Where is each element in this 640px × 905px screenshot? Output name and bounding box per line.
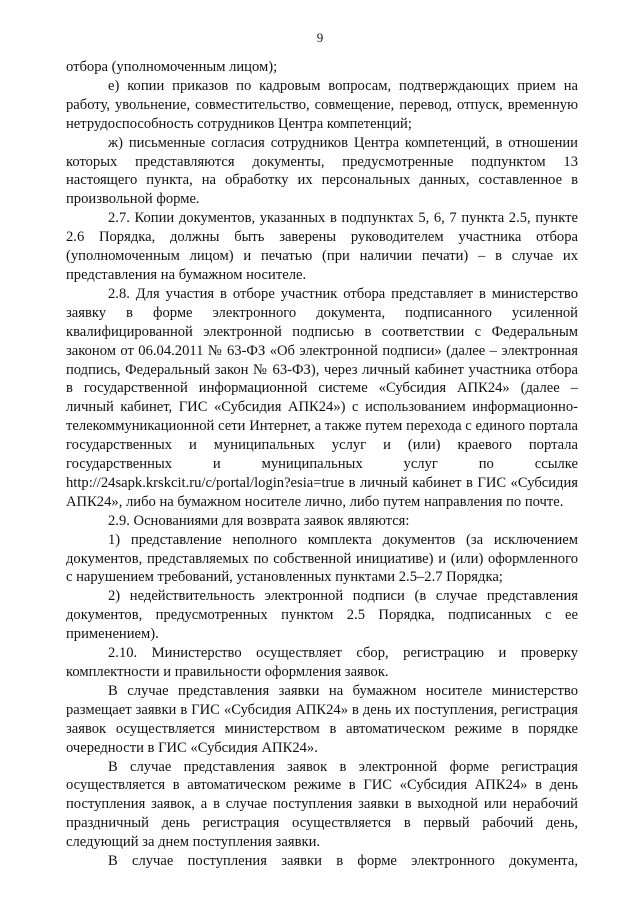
paragraph: 2) недействительность электронной подписи (в случае представления документов, предусмотренных пунктом 2.5 Порядка, подписанных с ее применением). (66, 588, 578, 643)
paragraph: В случае поступления заявки в форме электронного документа, (108, 853, 578, 870)
paragraph: В случае представления заявок в электронной форме регистрация осуществляется в автоматическом режиме в ГИС «Субсидия АПК24» в день поступления заявок, а в случае поступления заявки в выходной или нерабочий праздничный день регистрация осуществляется в первый рабочий день, следующий за днем поступления заявки. (66, 758, 578, 851)
paragraph: ж) письменные согласия сотрудников Центра компетенций, в отношении которых представляются документы, предусмотренные подпунктом 13 настоящего пункта, на обработку их персональных данных, составленное в произвольной форме. (66, 134, 578, 208)
paragraph: отбора (уполномоченным лицом); (66, 59, 278, 75)
paragraph: В случае представления заявки на бумажном носителе министерство размещает заявки в ГИС «Субсидия АПК24» в день их поступления, регистрация заявок осуществляется министерством в автоматическом режиме в порядке очередности в ГИС «Субсидия АПК24». (66, 682, 578, 756)
page-number: 9 (316, 30, 324, 45)
paragraph: 2.10. Министерство осуществляет сбор, регистрацию и проверку комплектности и правильности оформления заявок. (66, 645, 578, 680)
paragraph: 2.9. Основаниями для возврата заявок являются: (108, 512, 410, 529)
paragraph: 2.7. Копии документов, указанных в подпунктах 5, 6, 7 пункта 2.5, пункте 2.6 Порядка, должны быть заверены руководителем участника отбора (уполномоченным лицом) и печатью (при наличии печати) – в случае их представления на бумажном носителе. (66, 210, 578, 283)
paragraph: 1) представление неполного комплекта документов (за исключением документов, представляемых по собственной инициативе) и (или) оформленного с нарушением требований, установленных пунктами 2.5–2.7 Порядка; (66, 531, 578, 586)
paragraph: е) копии приказов по кадровым вопросам, подтверждающих прием на работу, увольнение, совместительство, совмещение, перевод, отпуск, временную нетрудоспособность сотрудников Центра компетенций; (66, 77, 578, 132)
paragraph: 2.8. Для участия в отборе участник отбора представляет в министерство заявку в форме электронного документа, подписанного усиленной квалифицированной электронной подписью в соответствии с Федеральным законом от 06.04.2011 № 63-ФЗ «Об электронной подписи» (далее – электронная подпись, Федеральный закон № 63-ФЗ), через личный кабинет участника отбора в государственной информационной системе «Субсидия АПК24» (далее – личный кабинет, ГИС «Субсидия АПК24») с использованием информационно-телекоммуникационной сети Интернет, а также путем перехода с единого портала государственных и муниципальных услуг и (или) краевого портала государственных и муниципальных услуг по ссылке http://24sapk.krskcit.ru/c/portal/login?esia=true в личный кабинет в ГИС «Субсидия АПК24», либо на бумажном носителе лично, либо путем направления по почте. (66, 285, 578, 510)
document-body (66, 58, 578, 871)
